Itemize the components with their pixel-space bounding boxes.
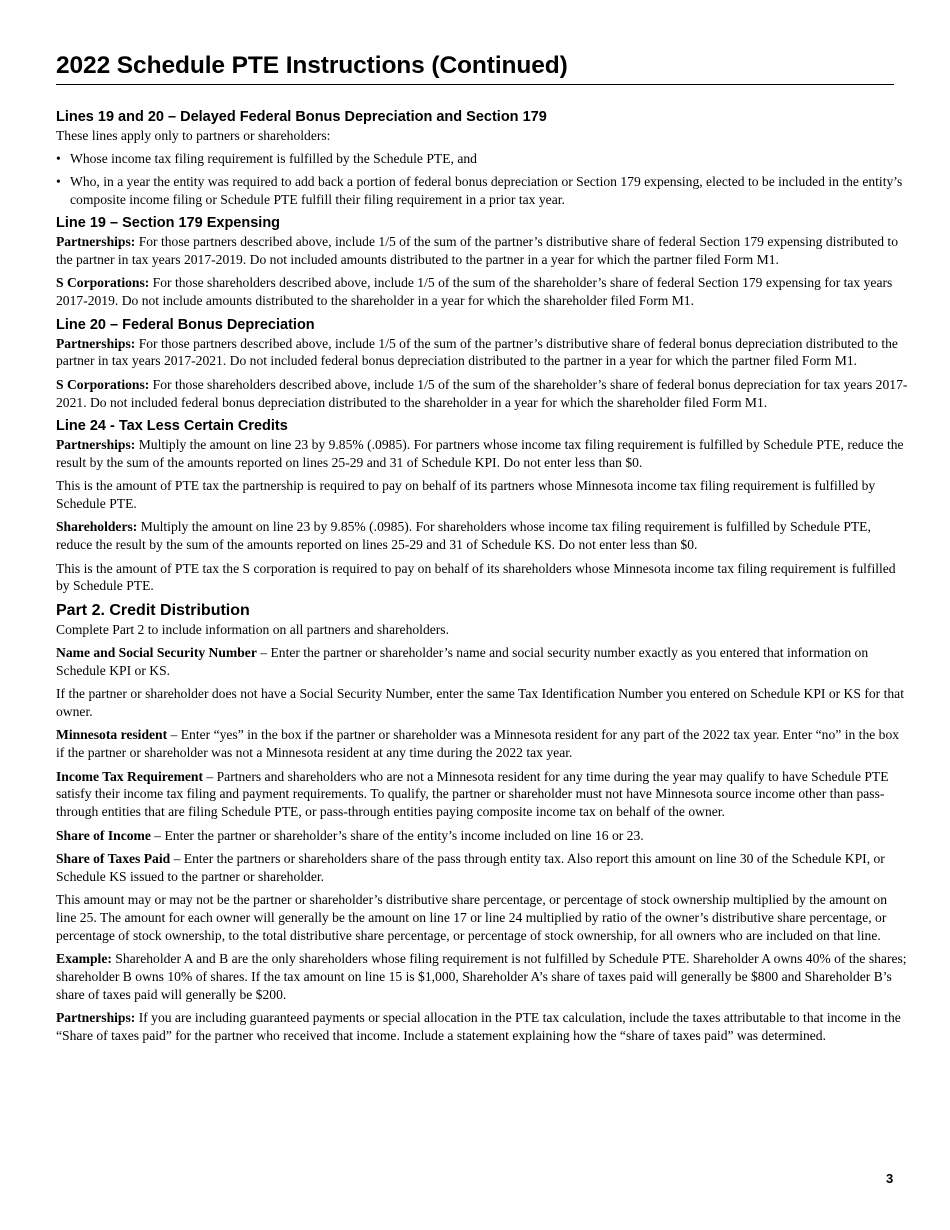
paragraph-text: For those partners described above, include 1/5 of the sum of the partner’s distributive share of federal Section 179 expensing distributed to the partner in tax years 2017-2019. Do not included amounts distributed to the partner in a year for which the partner filed Form M1. [56,234,898,267]
paragraph-text: For those shareholders described above, include 1/5 of the sum of the shareholder’s share of federal bonus depreciation for tax years 2017-2021. Do not included federal bonus depreciation distributed to the shareholder in a year for which the shareholder filed Form M1. [56,376,908,410]
paragraph [56,376,908,412]
paragraph-label: Income Tax Requirement [56,768,204,784]
bullet-list [56,150,908,209]
paragraph [56,274,908,310]
section-intro: These lines apply only to partners or shareholders: [56,128,331,143]
section-heading-line-20: Line 20 – Federal Bonus Depreciation [56,316,315,333]
paragraph-text: Shareholder A and B are the only shareholders whose filing requirement is not fulfilled by Schedule PTE. Shareholder A owns 40% of the shares; shareholder B owns 10% of shares. If the tax amount on line 15 is $1,000, Shareholder A’s share of taxes paid will generally be $800 and Shareholder B’s share of taxes paid will generally be $200. [56,951,907,1002]
paragraph-label: Example: [56,951,112,967]
paragraph: If the partner or shareholder does not have a Social Security Number, enter the same Tax Identification Number you entered on Schedule KPI or KS for that owner. [56,686,904,720]
paragraph [56,436,908,472]
paragraph [56,950,908,1003]
bullet-marker: • [56,174,61,190]
paragraph [56,726,908,762]
paragraph: This amount may or may not be the partner or shareholder’s distributive share percentage, or percentage of stock ownership multiplied by the amount on line 25. The amount for each owner will generally be the amount on line 17 or line 24 multiplied by ratio of the owner’s distributive share percentage, or percentage of stock ownership, to the total distributive share percentage, or percentage of stock ownership, for all owners who are included on that line. [56,892,887,943]
paragraph [56,768,908,821]
paragraph-label: Name and Social Security Number [56,645,257,661]
list-item-text: Whose income tax filing requirement is fulfilled by the Schedule PTE, and [70,150,477,166]
paragraph [56,1009,908,1045]
paragraph-text: If you are including guaranteed payments or special allocation in the PTE tax calculation, include the taxes attributable to that income in the “Share of taxes paid” for the partner who received that income. Include a statement explaining how the “share of taxes paid” was determined. [56,1010,901,1043]
list-item [56,150,908,168]
paragraph: This is the amount of PTE tax the S corporation is required to pay on behalf of its shareholders whose Minnesota income tax filing requirement is fulfilled by Schedule PTE. [56,560,896,594]
paragraph-label: S Corporations: [56,376,150,392]
list-item-text: Who, in a year the entity was required to add back a portion of federal bonus depreciation or Section 179 expensing, elected to be included in the entity’s composite income filing or Schedule PTE fulfill their filing requirement in a prior tax year. [70,174,903,207]
section-heading-line-19: Line 19 – Section 179 Expensing [56,215,281,232]
paragraph [56,827,908,845]
paragraph-label: Minnesota resident [56,727,168,743]
paragraph-text: Multiply the amount on line 23 by 9.85% (.0985). For partners whose income tax filing requirement is fulfilled by Schedule PTE, reduce the result by the sum of the amounts reported on lines 25-29 and 31 of Schedule KPI. Do not enter less than $0. [56,436,904,470]
paragraph-label: Partnerships: [56,1010,136,1026]
paragraph-label: Partnerships: [56,234,136,250]
paragraph-label: Partnerships: [56,335,136,351]
paragraph-text: For those partners described above, include 1/5 of the sum of the partner’s distributive share of federal bonus depreciation distributed to the partner in tax years 2017-2021. Do not included federal bonus depreciation distributed to the partner in a year for which the partner filed Form M1. [56,335,898,369]
section-heading-line-24: Line 24 - Tax Less Certain Credits [56,417,288,434]
bullet-marker: • [56,150,61,166]
paragraph: Complete Part 2 to include information on all partners and shareholders. [56,621,449,637]
section-heading-part-2: Part 2. Credit Distribution [56,601,250,619]
paragraph-text: – Enter the partners or shareholders share of the pass through entity tax. Also report this amount on line 30 of the Schedule KPI, or Schedule KS issued to the partner or shareholder. [56,851,885,884]
paragraph-text: – Enter “yes” in the box if the partner or shareholder was a Minnesota resident for any part of the 2022 tax year. Enter “no” in the box if the partner or shareholder was not a Minnesota resident at any time during the 2022 tax year. [56,727,900,761]
page-number: 3 [886,1171,894,1186]
section-heading-lines-19-20: Lines 19 and 20 – Delayed Federal Bonus Depreciation and Section 179 [56,109,547,125]
paragraph-text: For those shareholders described above, include 1/5 of the sum of the shareholder’s share of federal Section 179 expensing for tax years 2017-2019. Do not include amounts distributed to the shareholder in a year for which the shareholder filed Form M1. [56,275,893,309]
paragraph-label: S Corporations: [56,275,150,291]
paragraph [56,850,908,886]
paragraph-text: – Partners and shareholders who are not a Minnesota resident for any time during the year may qualify to have Schedule PTE satisfy their income tax filing and payment requirements. To qualify, the partner or shareholder must not have Minnesota source income other than pass-through entities that are filing Schedule PTE, or pass-through entities paying composite income tax on behalf of the owner. [56,768,889,820]
paragraph-label: Shareholders: [56,519,138,535]
paragraph-label: Partnerships: [56,436,136,452]
page-content [56,108,908,1050]
page-title: 2022 Schedule PTE Instructions (Continued) [56,52,894,85]
paragraph-text: – Enter the partner or shareholder’s name and social security number exactly as you entered that information on Schedule KPI or KS. [56,645,869,678]
paragraph [56,335,908,371]
paragraph: This is the amount of PTE tax the partnership is required to pay on behalf of its partners whose Minnesota income tax filing requirement is fulfilled by Schedule PTE. [56,478,876,511]
paragraph-label: Share of Taxes Paid [56,851,171,867]
paragraph [56,518,908,554]
paragraph [56,644,908,680]
paragraph-label: Share of Income [56,827,151,843]
paragraph-text: Multiply the amount on line 23 by 9.85% (.0985). For shareholders whose income tax filing requirement is fulfilled by Schedule PTE, reduce the result by the sum of the amounts reported on lines 25-29 and 31 of Schedule KS. Do not enter less than $0. [56,519,871,553]
paragraph [56,233,908,269]
paragraph-text: – Enter the partner or shareholder’s share of the entity’s income included on line 16 or 23. [150,827,644,843]
list-item [56,173,908,209]
